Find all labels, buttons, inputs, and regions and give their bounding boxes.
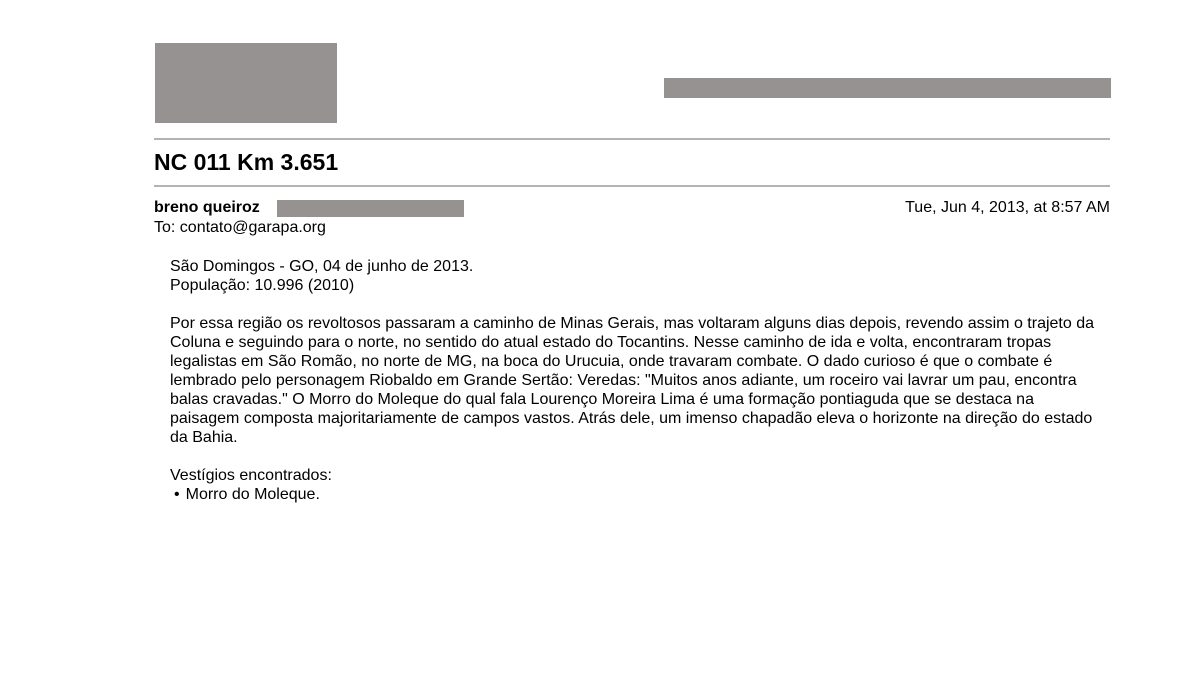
list-item [170, 485, 1100, 504]
subject-divider [154, 185, 1110, 187]
sender-name: breno queiroz [154, 199, 260, 216]
findings-label: Vestígios encontrados: [170, 467, 332, 484]
email-subject: NC 011 Km 3.651 [154, 149, 339, 175]
email-body [170, 257, 1100, 504]
recipient-line: To: contato@garapa.org [154, 219, 326, 236]
body-paragraph: Por essa região os revoltosos passaram a caminho de Minas Gerais, mas voltaram alguns dias depois, revendo assim o trajeto da Coluna e seguindo para o norte, no sentido do atual estado do Tocantins. Nesse caminho de ida e volta, encontraram tropas legalistas em São Romão, no norte de MG, na boca do Urucuia, onde travaram combate. O dado curioso é que o combate é lembrado pelo personagem Riobaldo em Grande Sertão: Veredas: "Muitos anos adiante, um roceiro vai lavrar um pau, encontra balas cravadas." O Morro do Moleque do qual fala Lourenço Moreira Lima é uma formação pontiaguda que se destaca na paisagem composta majoritariamente de campos vastos. Atrás dele, um imenso chapadão eleva o horizonte na direção do estado da Bahia. [170, 315, 1095, 446]
location-date: São Domingos - GO, 04 de junho de 2013. [170, 258, 474, 275]
findings-list [170, 485, 1100, 504]
top-divider [154, 138, 1110, 140]
finding-text: Morro do Moleque. [185, 486, 320, 503]
redacted-header-info [664, 78, 1111, 98]
email-date: Tue, Jun 4, 2013, at 8:57 AM [905, 199, 1110, 216]
population: População: 10.996 (2010) [170, 277, 355, 294]
bullet-icon: • [174, 486, 180, 503]
redacted-sender-email [277, 200, 464, 217]
redacted-logo [155, 43, 337, 123]
